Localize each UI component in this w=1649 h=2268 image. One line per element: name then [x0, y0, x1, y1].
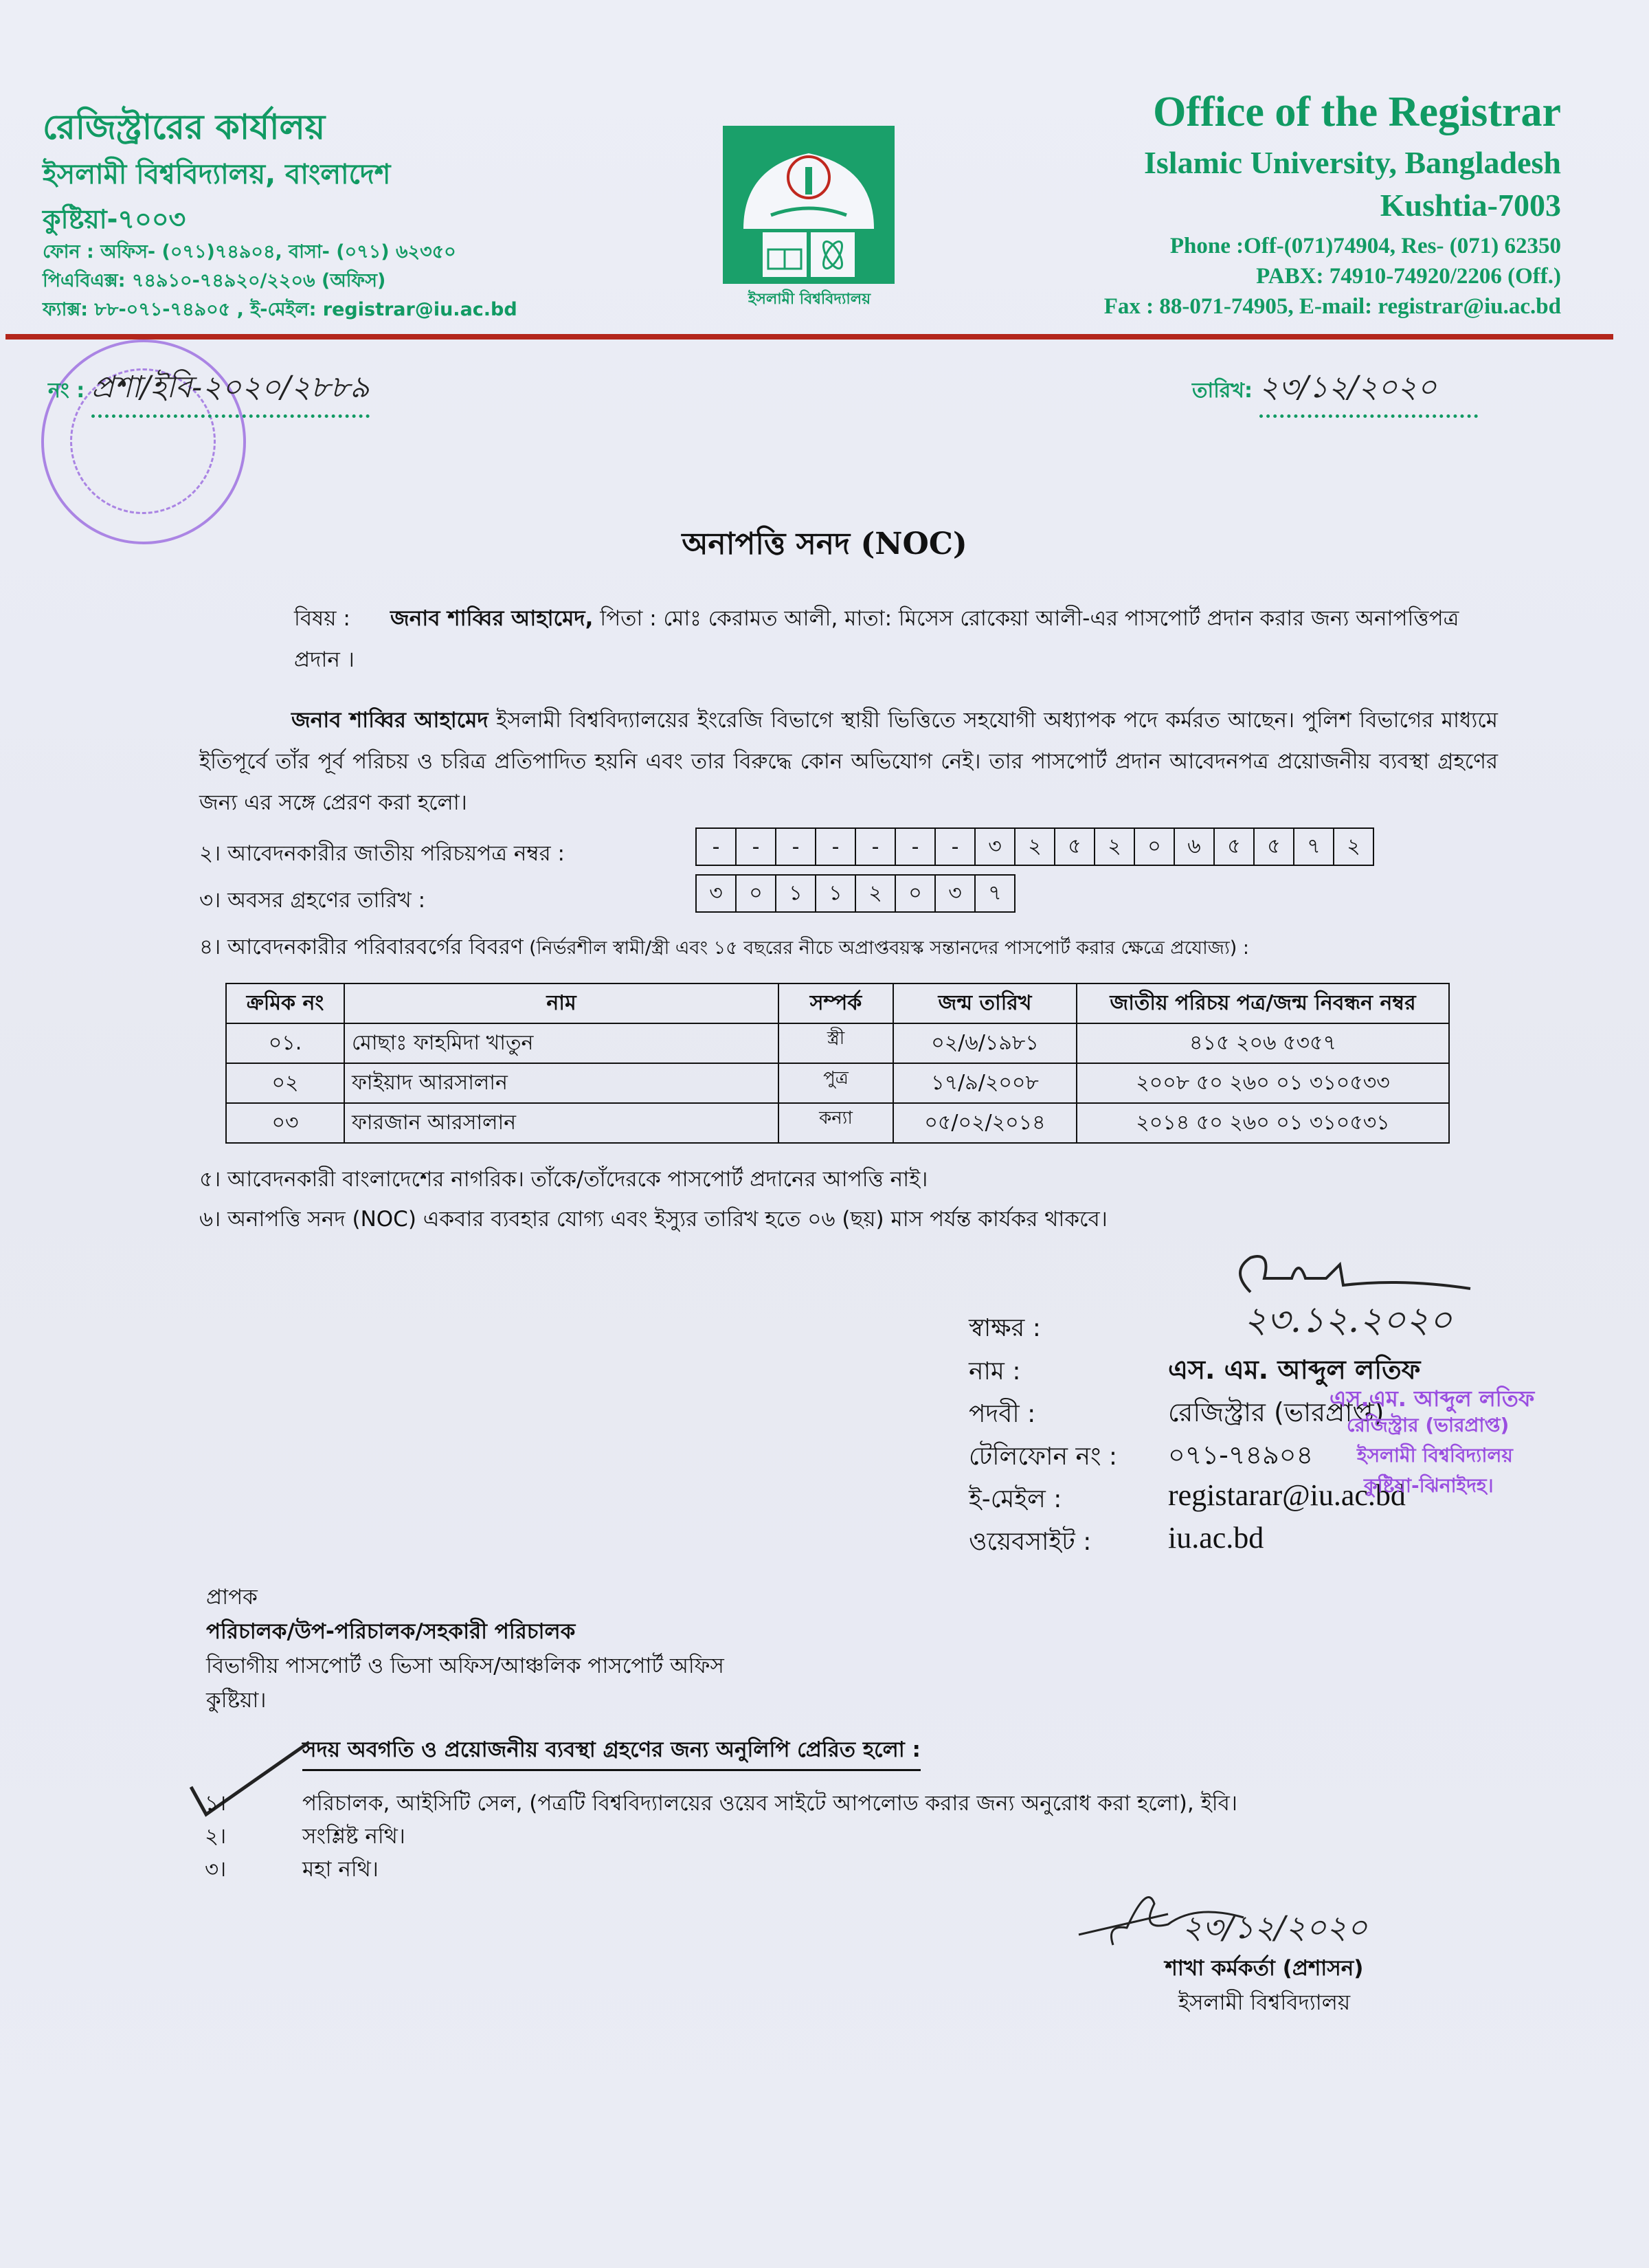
copy-to-heading: সদয় অবগতি ও প্রয়োজনীয় ব্যবস্থা গ্রহণের জন্য অনুলিপি প্রেরিত হলো : [302, 1733, 921, 1771]
signature-date: ২৩.১২.২০২০ [1244, 1300, 1452, 1341]
cell-serial: ০৩ [226, 1103, 344, 1143]
seal-line-1: এস.এম. আব্দুল লতিফ [1330, 1386, 1535, 1412]
cell-relation: পুত্র [778, 1063, 893, 1103]
copy-item-2-text: সংশ্লিষ্ট নথি। [302, 1824, 405, 1849]
header-rule [5, 334, 1613, 340]
nid-digit-box: - [776, 829, 816, 865]
cell-name: ফাইয়াদ আরসালান [344, 1063, 778, 1103]
copy-item-3-text: মহা নথি। [302, 1857, 379, 1882]
name-value: এস. এম. আব্দুল লতিফ [1168, 1355, 1421, 1385]
retirement-digit-box: ১ [776, 876, 816, 911]
phone-label: টেলিফোন নং : [969, 1443, 1118, 1471]
fax-email: Fax : 88-071-74905, E-mail: registrar@iu.ac.bd [1103, 294, 1561, 319]
section-officer-title: শাখা কর্মকর্তা (প্রশাসন) [1165, 1956, 1364, 1981]
phone-value: ০৭১-৭৪৯০৪ [1168, 1440, 1314, 1470]
body-paragraph [199, 700, 1498, 823]
citizen-statement: ৫। আবেদনকারী বাংলাদেশের নাগরিক। তাঁকে/তাঁদেরকে পাসপোর্ট প্রদানের আপত্তি নাই। [199, 1167, 928, 1192]
nid-label: ২। আবেদনকারীর জাতীয় পরিচয়পত্র নম্বর : [199, 841, 565, 866]
email-label: ই-মেইল : [969, 1485, 1062, 1513]
cell-name: মোছাঃ ফাহমিদা খাতুন [344, 1023, 778, 1063]
retirement-digit-box: ৭ [988, 880, 1002, 905]
cell-dob: ১৭/৯/২০০৮ [893, 1063, 1077, 1103]
office-title: Office of the Registrar [1153, 89, 1561, 135]
family-table [225, 983, 1450, 1144]
letter-date [1192, 364, 1478, 418]
retirement-label: ৩। অবসর গ্রহণের তারিখ : [199, 888, 426, 913]
seal-line-2: রেজিস্ট্রার (ভারপ্রাপ্ত) [1347, 1414, 1510, 1436]
col-id-number: জাতীয় পরিচয় পত্র/জন্ম নিবন্ধন নম্বর [1077, 983, 1449, 1023]
retirement-digit-box: ৩ [697, 876, 737, 911]
nid-digit-box: - [856, 829, 896, 865]
document-title: অনাপত্তি সনদ (NOC) [682, 526, 967, 562]
nid-digit-box: ৬ [1175, 829, 1215, 865]
table-row [226, 1063, 1449, 1103]
designation-value: রেজিস্ট্রার (ভারপ্রাপ্ত) [1168, 1397, 1384, 1427]
copy-item-1-text: পরিচালক, আইসিটি সেল, (পত্রটি বিশ্ববিদ্যালয়ের ওয়েব সাইটে আপলোড করার জন্য অনুরোধ করা হলো), ইবি। [302, 1791, 1237, 1816]
retirement-digit-boxes [695, 874, 1016, 913]
section-officer-date: ২৩/১২/২০২০ [1182, 1909, 1368, 1946]
logo-caption: ইসলামী বিশ্ববিদ্যালয় [748, 291, 871, 308]
family-label: ৪। আবেদনকারীর পরিবারবর্গের বিবরণ [199, 935, 524, 959]
nid-digit-box: - [697, 829, 737, 865]
cell-dob: ০২/৬/১৯৮১ [893, 1023, 1077, 1063]
body-name: জনাব শাব্বির আহামেদ [291, 708, 489, 733]
col-relation: সম্পর্ক [778, 983, 893, 1023]
name-label: নাম : [969, 1357, 1021, 1386]
retirement-digit-box: ২ [856, 876, 896, 911]
office-title-bn: রেজিস্ট্রারের কার্যালয় [43, 107, 326, 147]
subject-name: জনাব শাব্বির আহামেদ, [390, 606, 594, 631]
city-bn: কুষ্টিয়া-৭০০৩ [43, 204, 186, 234]
recipient-office: বিভাগীয় পাসপোর্ট ও ভিসা অফিস/আঞ্চলিক পাসপোর্ট অফিস [206, 1654, 724, 1678]
memo-value: প্রশা/ইবি-২০২০/২৮৮৯ [91, 364, 370, 418]
website-value[interactable]: iu.ac.bd [1168, 1521, 1264, 1555]
nid-digit-box: - [896, 829, 936, 865]
recipient-label: প্রাপক [206, 1585, 258, 1610]
memo-number [48, 364, 370, 418]
body-text: ইসলামী বিশ্ববিদ্যালয়ের ইংরেজি বিভাগে স্থায়ী ভিত্তিতে সহযোগী অধ্যাপক পদে কর্মরত আছেন। পুলিশ বিভাগের মাধ্যমে ইতিপূর্বে তাঁর পূর্ব পরিচয় ও চরিত্র প্রতিপাদিত হয়নি এবং তার বিরুদ্ধে কোন অভিযোগ নেই। তার পাসপোর্ট প্রদান আবেদনপত্র প্রয়োজনীয় ব্যবস্থা গ্রহণের জন্য এর সঙ্গে প্রেরণ করা হলো। [199, 708, 1498, 815]
fax-email-bn: ফ্যাক্স: ৮৮-০৭১-৭৪৯০৫ , ই-মেইল: registrar@iu.ac.bd [43, 299, 517, 320]
copy-item-2-num: ২। [205, 1824, 227, 1849]
city: Kushtia-7003 [1380, 188, 1561, 223]
retirement-digit-box: ১ [816, 876, 856, 911]
copy-item-1-num: ১। [205, 1791, 227, 1816]
email-value[interactable]: registarar@iu.ac.bd [1168, 1478, 1406, 1512]
nid-digit-boxes [695, 827, 1374, 866]
nid-digit-box: ৫ [1055, 829, 1095, 865]
designation-label: পদবী : [969, 1400, 1036, 1428]
col-dob: জন্ম তারিখ [893, 983, 1077, 1023]
pabx: PABX: 74910-74920/2206 (Off.) [1256, 264, 1561, 289]
col-name: নাম [344, 983, 778, 1023]
subject-text: পিতা : মোঃ কেরামত আলী, মাতা: মিসেস রোকেয়া আলী-এর পাসপোর্ট প্রদান করার জন্য অনাপত্তিপত্র প্রদান । [294, 606, 1459, 672]
retirement-digit-box: ০ [737, 876, 776, 911]
cell-relation: স্ত্রী [778, 1023, 893, 1063]
university-name: Islamic University, Bangladesh [1143, 145, 1561, 180]
copy-item-3-num: ৩। [205, 1857, 227, 1882]
recipient-city: কুষ্টিয়া। [206, 1688, 267, 1713]
subject-label: বিষয় : [294, 606, 350, 631]
table-row [226, 1023, 1449, 1063]
seal-line-4: কুষ্টিয়া-ঝিনাইদহ। [1364, 1474, 1494, 1497]
university-logo-icon [723, 126, 895, 284]
nid-digit-box: ৭ [1294, 829, 1334, 865]
subject [294, 598, 1490, 680]
cell-serial: ০১. [226, 1023, 344, 1063]
cell-dob: ০৫/০২/২০১৪ [893, 1103, 1077, 1143]
family-note: (নির্ভরশীল স্বামী/স্ত্রী এবং ১৫ বছরের নীচে অপ্রাপ্তবয়স্ক সন্তানদের পাসপোর্ট করার ক্ষেত্রে প্রযোজ্য) : [523, 937, 1249, 959]
nid-digit-box: ২ [1347, 834, 1360, 858]
retirement-digit-box: ৩ [936, 876, 976, 911]
nid-digit-box: ৩ [976, 829, 1016, 865]
col-serial: ক্রমিক নং [226, 983, 344, 1023]
cell-id: ২০১৪ ৫০ ২৬০ ০১ ৩১০৫৩১ [1077, 1103, 1449, 1143]
nid-digit-box: ৫ [1255, 829, 1294, 865]
cell-name: ফারজান আরসালান [344, 1103, 778, 1143]
seal-line-3: ইসলামী বিশ্ববিদ্যালয় [1357, 1444, 1513, 1467]
university-name-bn: ইসলামী বিশ্ববিদ্যালয়, বাংলাদেশ [43, 159, 391, 190]
validity-statement: ৬। অনাপত্তি সনদ (NOC) একবার ব্যবহার যোগ্য এবং ইস্যুর তারিখ হতে ০৬ (ছয়) মাস পর্যন্ত কার্যকর থাকবে। [199, 1207, 1108, 1232]
family-details-label [199, 931, 1249, 966]
nid-digit-box: ০ [1135, 829, 1175, 865]
cell-id: ৪১৫ ২০৬ ৫৩৫৭ [1077, 1023, 1449, 1063]
nid-digit-box: - [816, 829, 856, 865]
family-table-header [226, 983, 1449, 1023]
phone: Phone :Off-(071)74904, Res- (071) 62350 [1169, 234, 1561, 258]
nid-digit-box: ২ [1095, 829, 1135, 865]
signature-label: স্বাক্ষর : [969, 1314, 1041, 1342]
cell-serial: ০২ [226, 1063, 344, 1103]
memo-label: নং : [48, 379, 85, 403]
date-label: তারিখ: [1192, 379, 1253, 403]
recipient-title: পরিচালক/উপ-পরিচালক/সহকারী পরিচালক [206, 1619, 576, 1644]
nid-digit-box: - [936, 829, 976, 865]
nid-digit-box: ২ [1016, 829, 1055, 865]
table-row [226, 1103, 1449, 1143]
nid-digit-box: - [737, 829, 776, 865]
cell-relation: কন্যা [778, 1103, 893, 1143]
retirement-digit-box: ০ [896, 876, 936, 911]
section-officer-org: ইসলামী বিশ্ববিদ্যালয় [1178, 1990, 1351, 2015]
website-label: ওয়েবসাইট : [969, 1528, 1092, 1556]
cell-id: ২০০৮ ৫০ ২৬০ ০১ ৩১০৫৩৩ [1077, 1063, 1449, 1103]
pabx-bn: পিএবিএক্স: ৭৪৯১০-৭৪৯২০/২২০৬ (অফিস) [43, 270, 386, 291]
phone-bn: ফোন : অফিস- (০৭১)৭৪৯০৪, বাসা- (০৭১) ৬২৩৫০ [43, 241, 456, 263]
nid-digit-box: ৫ [1215, 829, 1255, 865]
date-value: ২৩/১২/২০২০ [1259, 364, 1478, 418]
